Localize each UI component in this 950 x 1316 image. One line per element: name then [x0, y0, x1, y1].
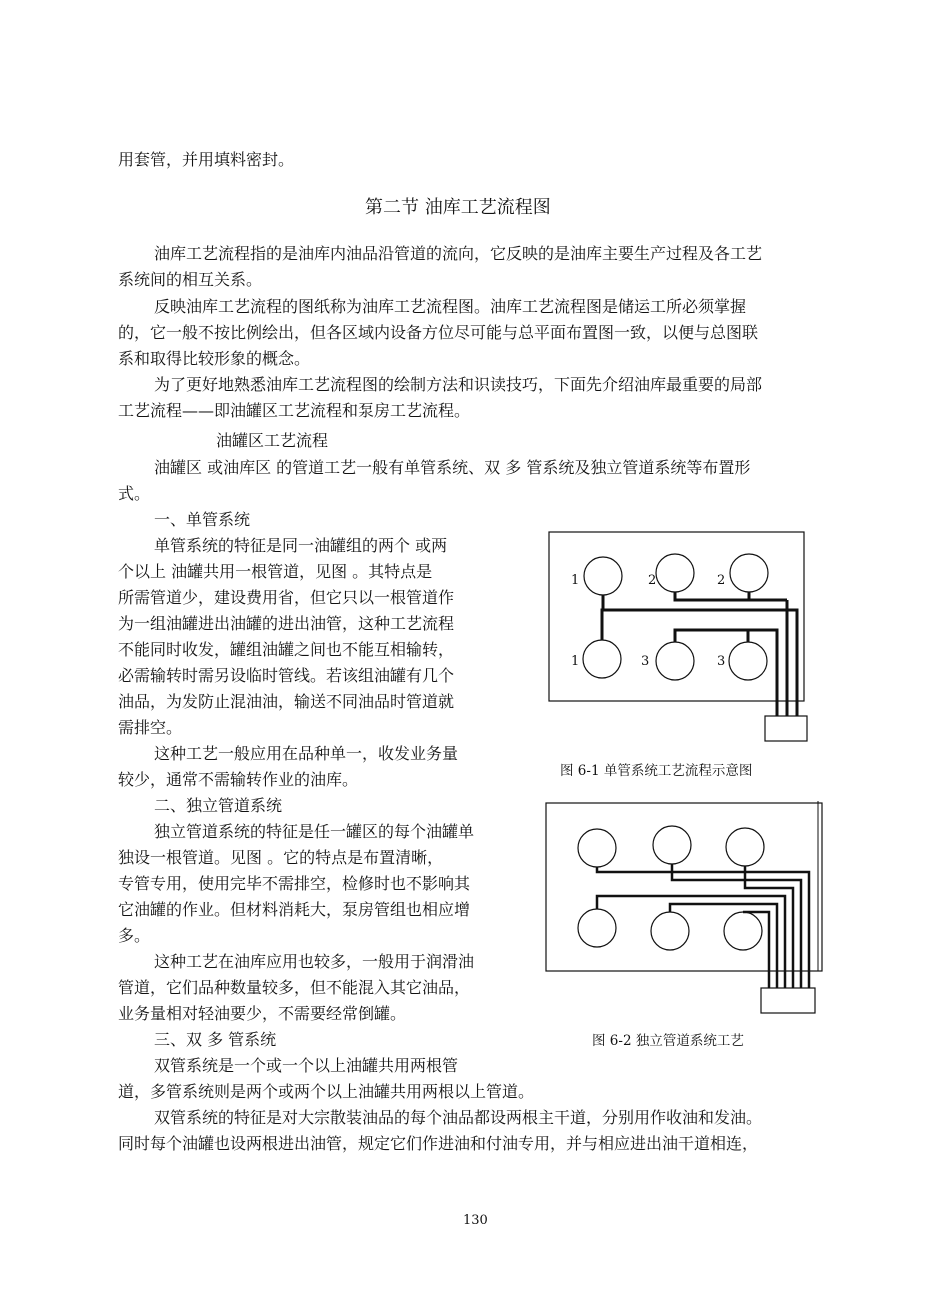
text-line: 专管专用，使用完毕不需排空，检修时也不影响其 — [118, 874, 471, 893]
text-line: 系和取得比较形象的概念。 — [118, 349, 311, 368]
pipe-line — [670, 904, 777, 988]
figure-single-pipe-system — [545, 528, 815, 748]
text-line: 的，它一般不按比例绘出，但各区域内设备方位尽可能与总平面布置图一致，以便与总图联 — [118, 323, 759, 342]
oil-tank — [578, 909, 616, 947]
tank-label: 1 — [571, 654, 580, 669]
text-line: 油品，为发防止混油油，输送不同油品时管道就 — [118, 692, 455, 711]
pipe-line — [602, 610, 797, 716]
oil-tank — [729, 642, 767, 680]
text-line: 单管系统的特征是同一油罐组的两个 或两 — [154, 536, 448, 555]
section-title: 第二节 油库工艺流程图 — [365, 197, 551, 218]
oil-tank — [656, 642, 694, 680]
text-line: 双管系统的特征是对大宗散装油品的每个油品都设两根主干道，分别用作收油和发油。 — [154, 1108, 763, 1127]
text-line: 这种工艺一般应用在品种单一，收发业务量 — [154, 744, 459, 763]
text-line: 反映油库工艺流程的图纸称为油库工艺流程图。油库工艺流程图是储运工所必须掌握 — [154, 297, 747, 316]
text-line: 油库工艺流程指的是油库内油品沿管道的流向，它反映的是油库主要生产过程及各工艺 — [154, 244, 763, 263]
page-number: 130 — [463, 1213, 488, 1228]
text-line: 它油罐的作业。但材料消耗大，泵房管组也相应增 — [118, 900, 471, 919]
oil-tank — [726, 828, 764, 866]
tank-label: 2 — [717, 573, 726, 588]
oil-tank — [578, 829, 616, 867]
oil-tank — [730, 554, 768, 592]
subheading: 一、单管系统 — [154, 510, 251, 529]
oil-tank — [724, 912, 762, 950]
figure-independent-pipe-system — [543, 800, 828, 1020]
text-line: 系统间的相互关系。 — [118, 270, 263, 289]
text-line: 这种工艺在油库应用也较多，一般用于润滑油 — [154, 952, 475, 971]
text-line: 所需管道少，建设费用省，但它只以一根管道作 — [118, 588, 455, 607]
pump-house — [761, 988, 815, 1013]
text-line: 独立管道系统的特征是任一罐区的每个油罐单 — [154, 822, 475, 841]
text-line: 为一组油罐进出油罐的进出油管，这种工艺流程 — [118, 614, 455, 633]
oil-tank — [656, 554, 694, 592]
oil-tank — [653, 826, 691, 864]
figure-caption: 图 6-2 独立管道系统工艺 — [592, 1033, 744, 1049]
text-line: 较少，通常不需输转作业的油库。 — [118, 770, 359, 789]
pipe-line — [675, 592, 749, 600]
pump-house — [765, 716, 807, 741]
oil-tank — [583, 640, 621, 678]
tank-label: 3 — [717, 654, 726, 669]
text-line: 为了更好地熟悉油库工艺流程图的绘制方法和识读技巧，下面先介绍油库最重要的局部 — [154, 375, 763, 394]
text-line: 工艺流程——即油罐区工艺流程和泵房工艺流程。 — [118, 401, 471, 420]
text-line: 式。 — [118, 484, 151, 503]
tank-label: 2 — [648, 573, 657, 588]
subheading: 三、双 多 管系统 — [154, 1030, 277, 1049]
text-line: 同时每个油罐也设两根进出油管，规定它们作进油和付油专用，并与相应进出油干道相连， — [118, 1134, 759, 1153]
text-line: 多。 — [118, 926, 151, 945]
text-line: 双管系统是一个或一个以上油罐共用两根管 — [154, 1056, 459, 1075]
text-line: 必需输转时需另设临时管线。若该组油罐有几个 — [118, 666, 455, 685]
subheading: 二、独立管道系统 — [154, 796, 283, 815]
text-line: 业务量相对轻油要少，不需要经常倒罐。 — [118, 1004, 407, 1023]
text-line: 用套管，并用填料密封。 — [118, 150, 295, 169]
text-line: 独设一根管道。见图 。它的特点是布置清晰， — [118, 848, 444, 867]
figure-caption: 图 6-1 单管系统工艺流程示意图 — [560, 763, 753, 779]
text-line: 需排空。 — [118, 718, 183, 737]
oil-tank — [584, 557, 622, 595]
text-line: 个以上 油罐共用一根管道，见图 。其特点是 — [118, 562, 433, 581]
oil-tank — [651, 912, 689, 950]
tank-label: 3 — [641, 654, 650, 669]
text-line: 油罐区 或油库区 的管道工艺一般有单管系统、双 多 管系统及独立管道系统等布置形 — [154, 458, 751, 477]
text-line: 不能同时收发，罐组油罐之间也不能互相输转， — [118, 640, 455, 659]
tank-label: 1 — [571, 573, 580, 588]
text-line: 道，多管系统则是两个或两个以上油罐共用两根以上管道。 — [118, 1082, 535, 1101]
text-line: 管道，它们品种数量较多，但不能混入其它油品， — [118, 978, 471, 997]
subheading: 油罐区工艺流程 — [216, 431, 329, 450]
